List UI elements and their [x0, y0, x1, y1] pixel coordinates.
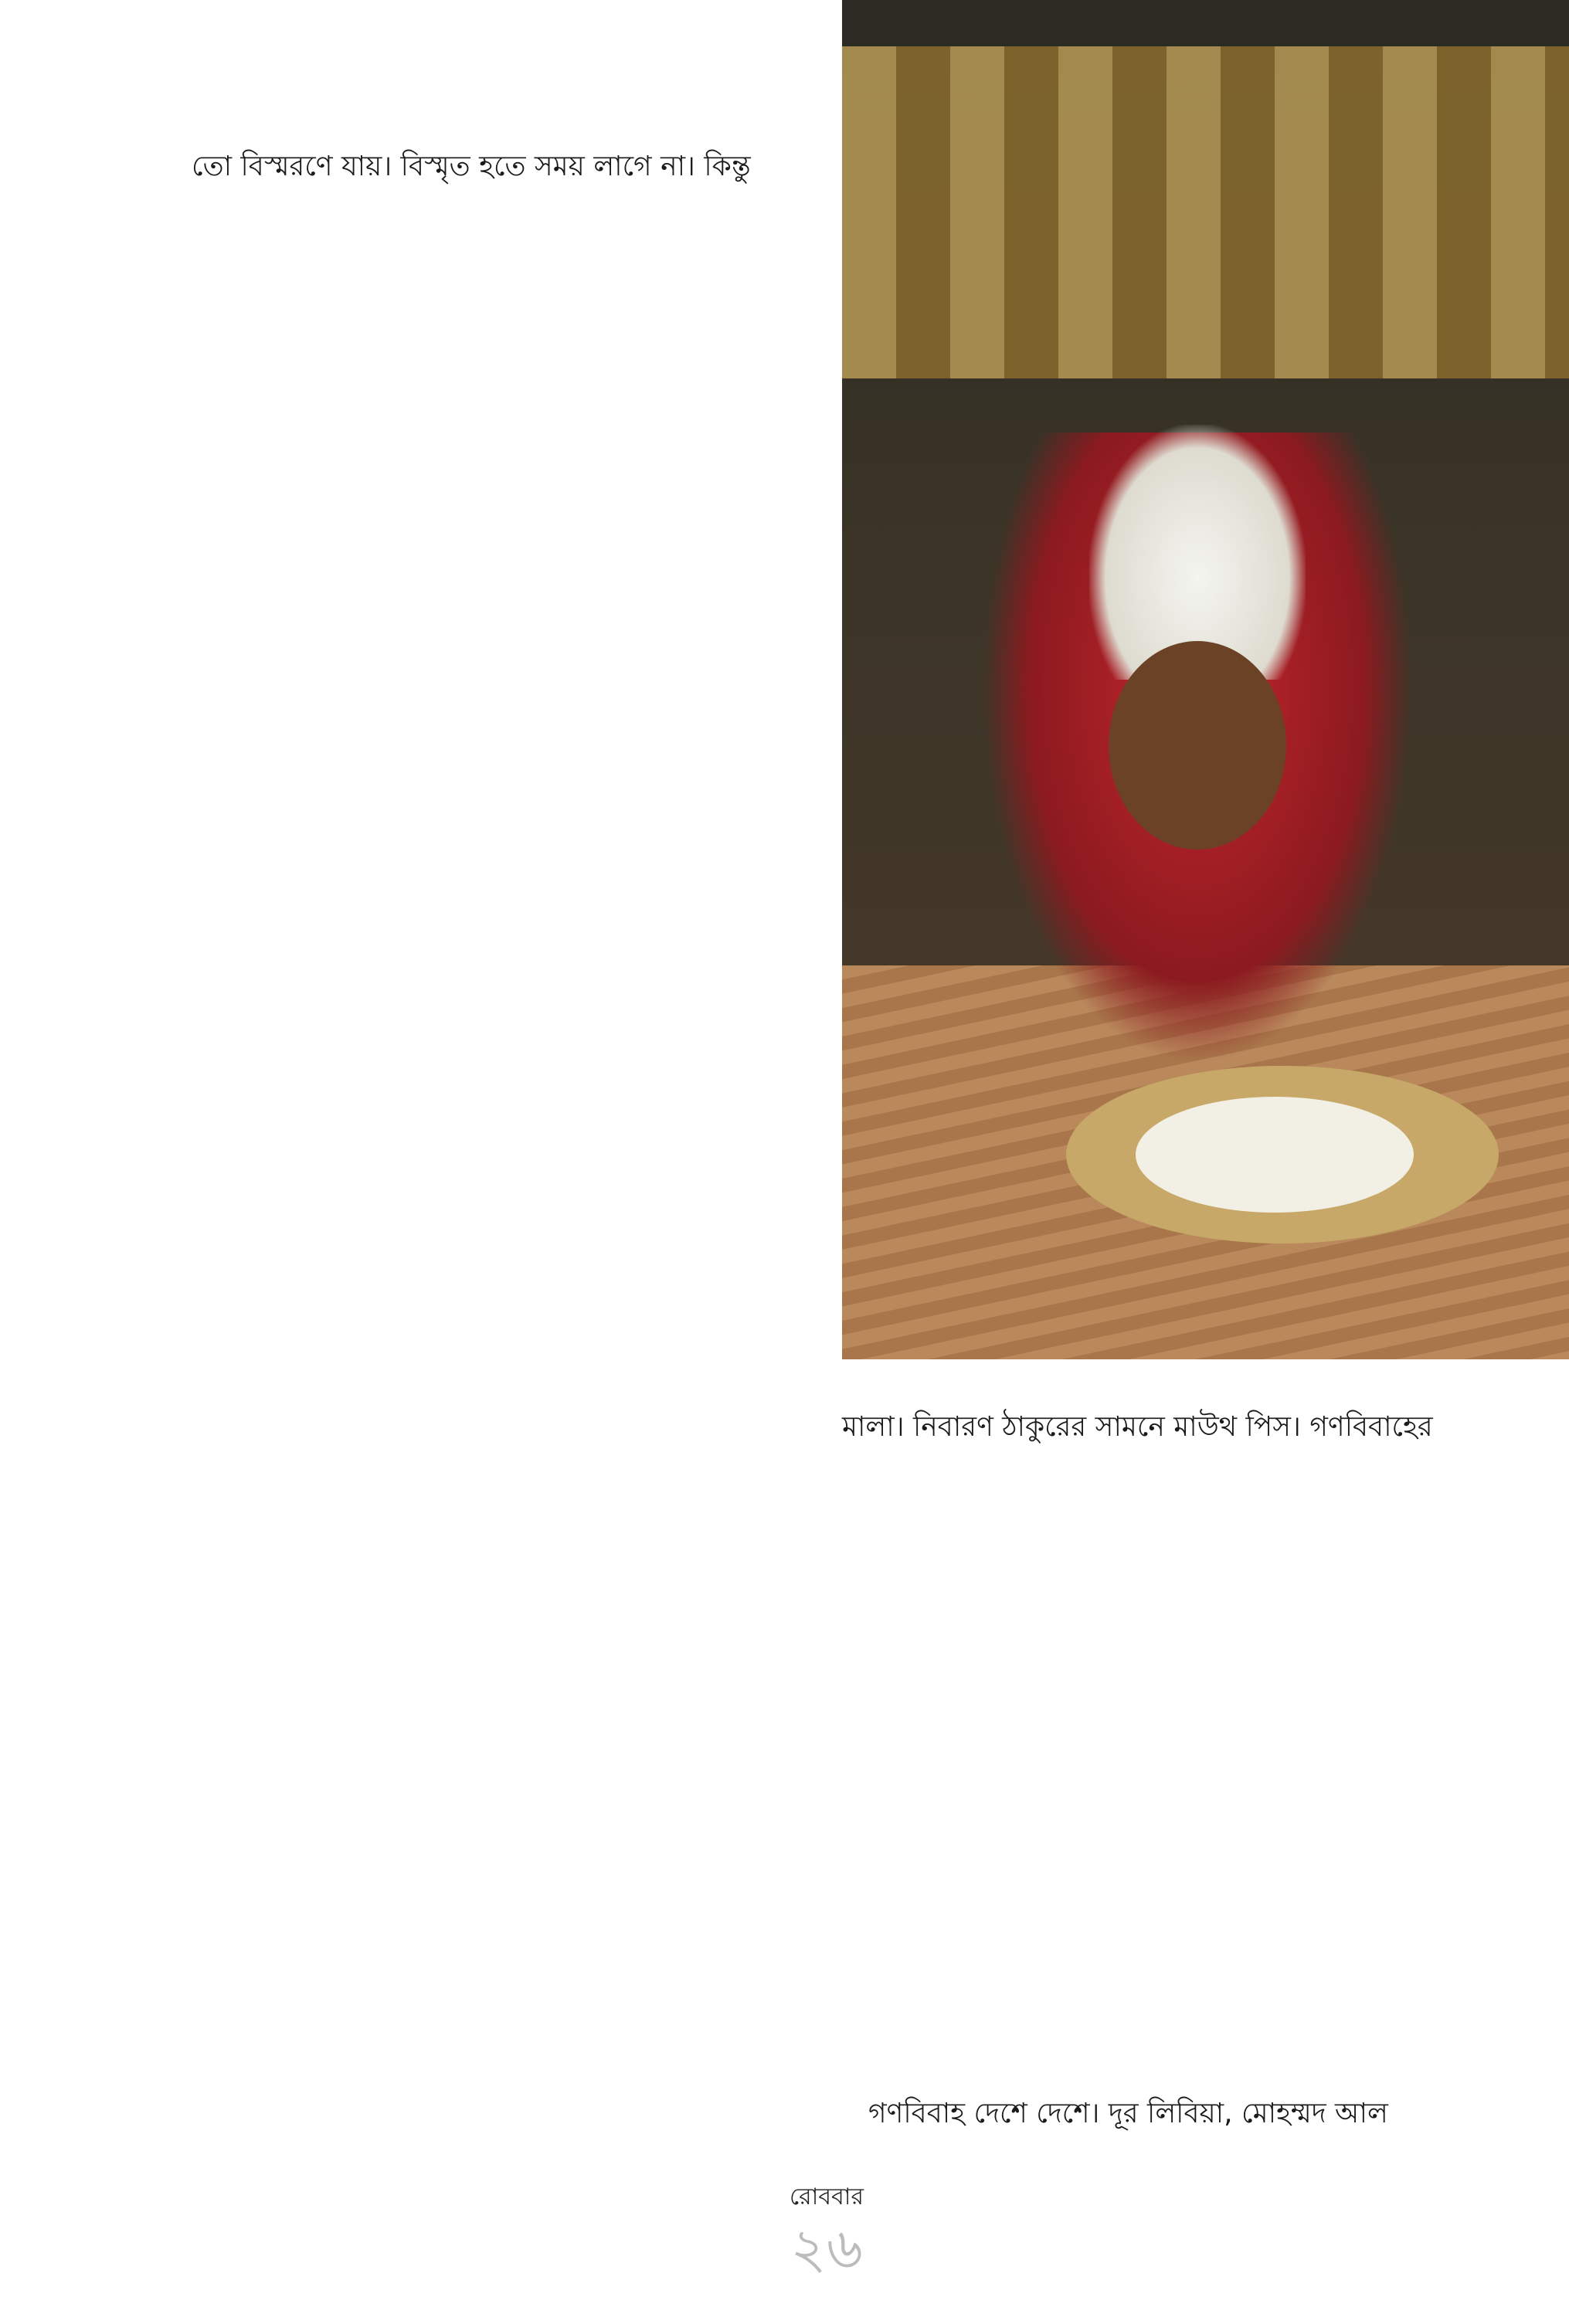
right-text-column [842, 1404, 1445, 2146]
wedding-photo [842, 0, 1569, 1359]
left-column-opening-line: তো বিস্মরণে যায়। বিস্মৃত হতে সময় লাগে না। কিন্তু [192, 151, 751, 182]
photo-rice [1136, 1097, 1414, 1213]
right-column-opening-line: মালা। নিবারণ ঠাকুরের সামনে মাউথ পিস। গণবিবাহের [842, 1411, 1433, 1443]
page-number: ২৬ [790, 2216, 863, 2281]
magazine-name: রোববার [790, 2183, 864, 2210]
page-footer [765, 2178, 888, 2279]
left-text-column [192, 144, 833, 2121]
right-column-closing-line: গণবিবাহ দেশে দেশে। দূর লিবিয়া, মোহম্মদ আল [868, 2098, 1388, 2129]
photo-face [1109, 641, 1286, 850]
photo-background-wall [842, 46, 1569, 378]
